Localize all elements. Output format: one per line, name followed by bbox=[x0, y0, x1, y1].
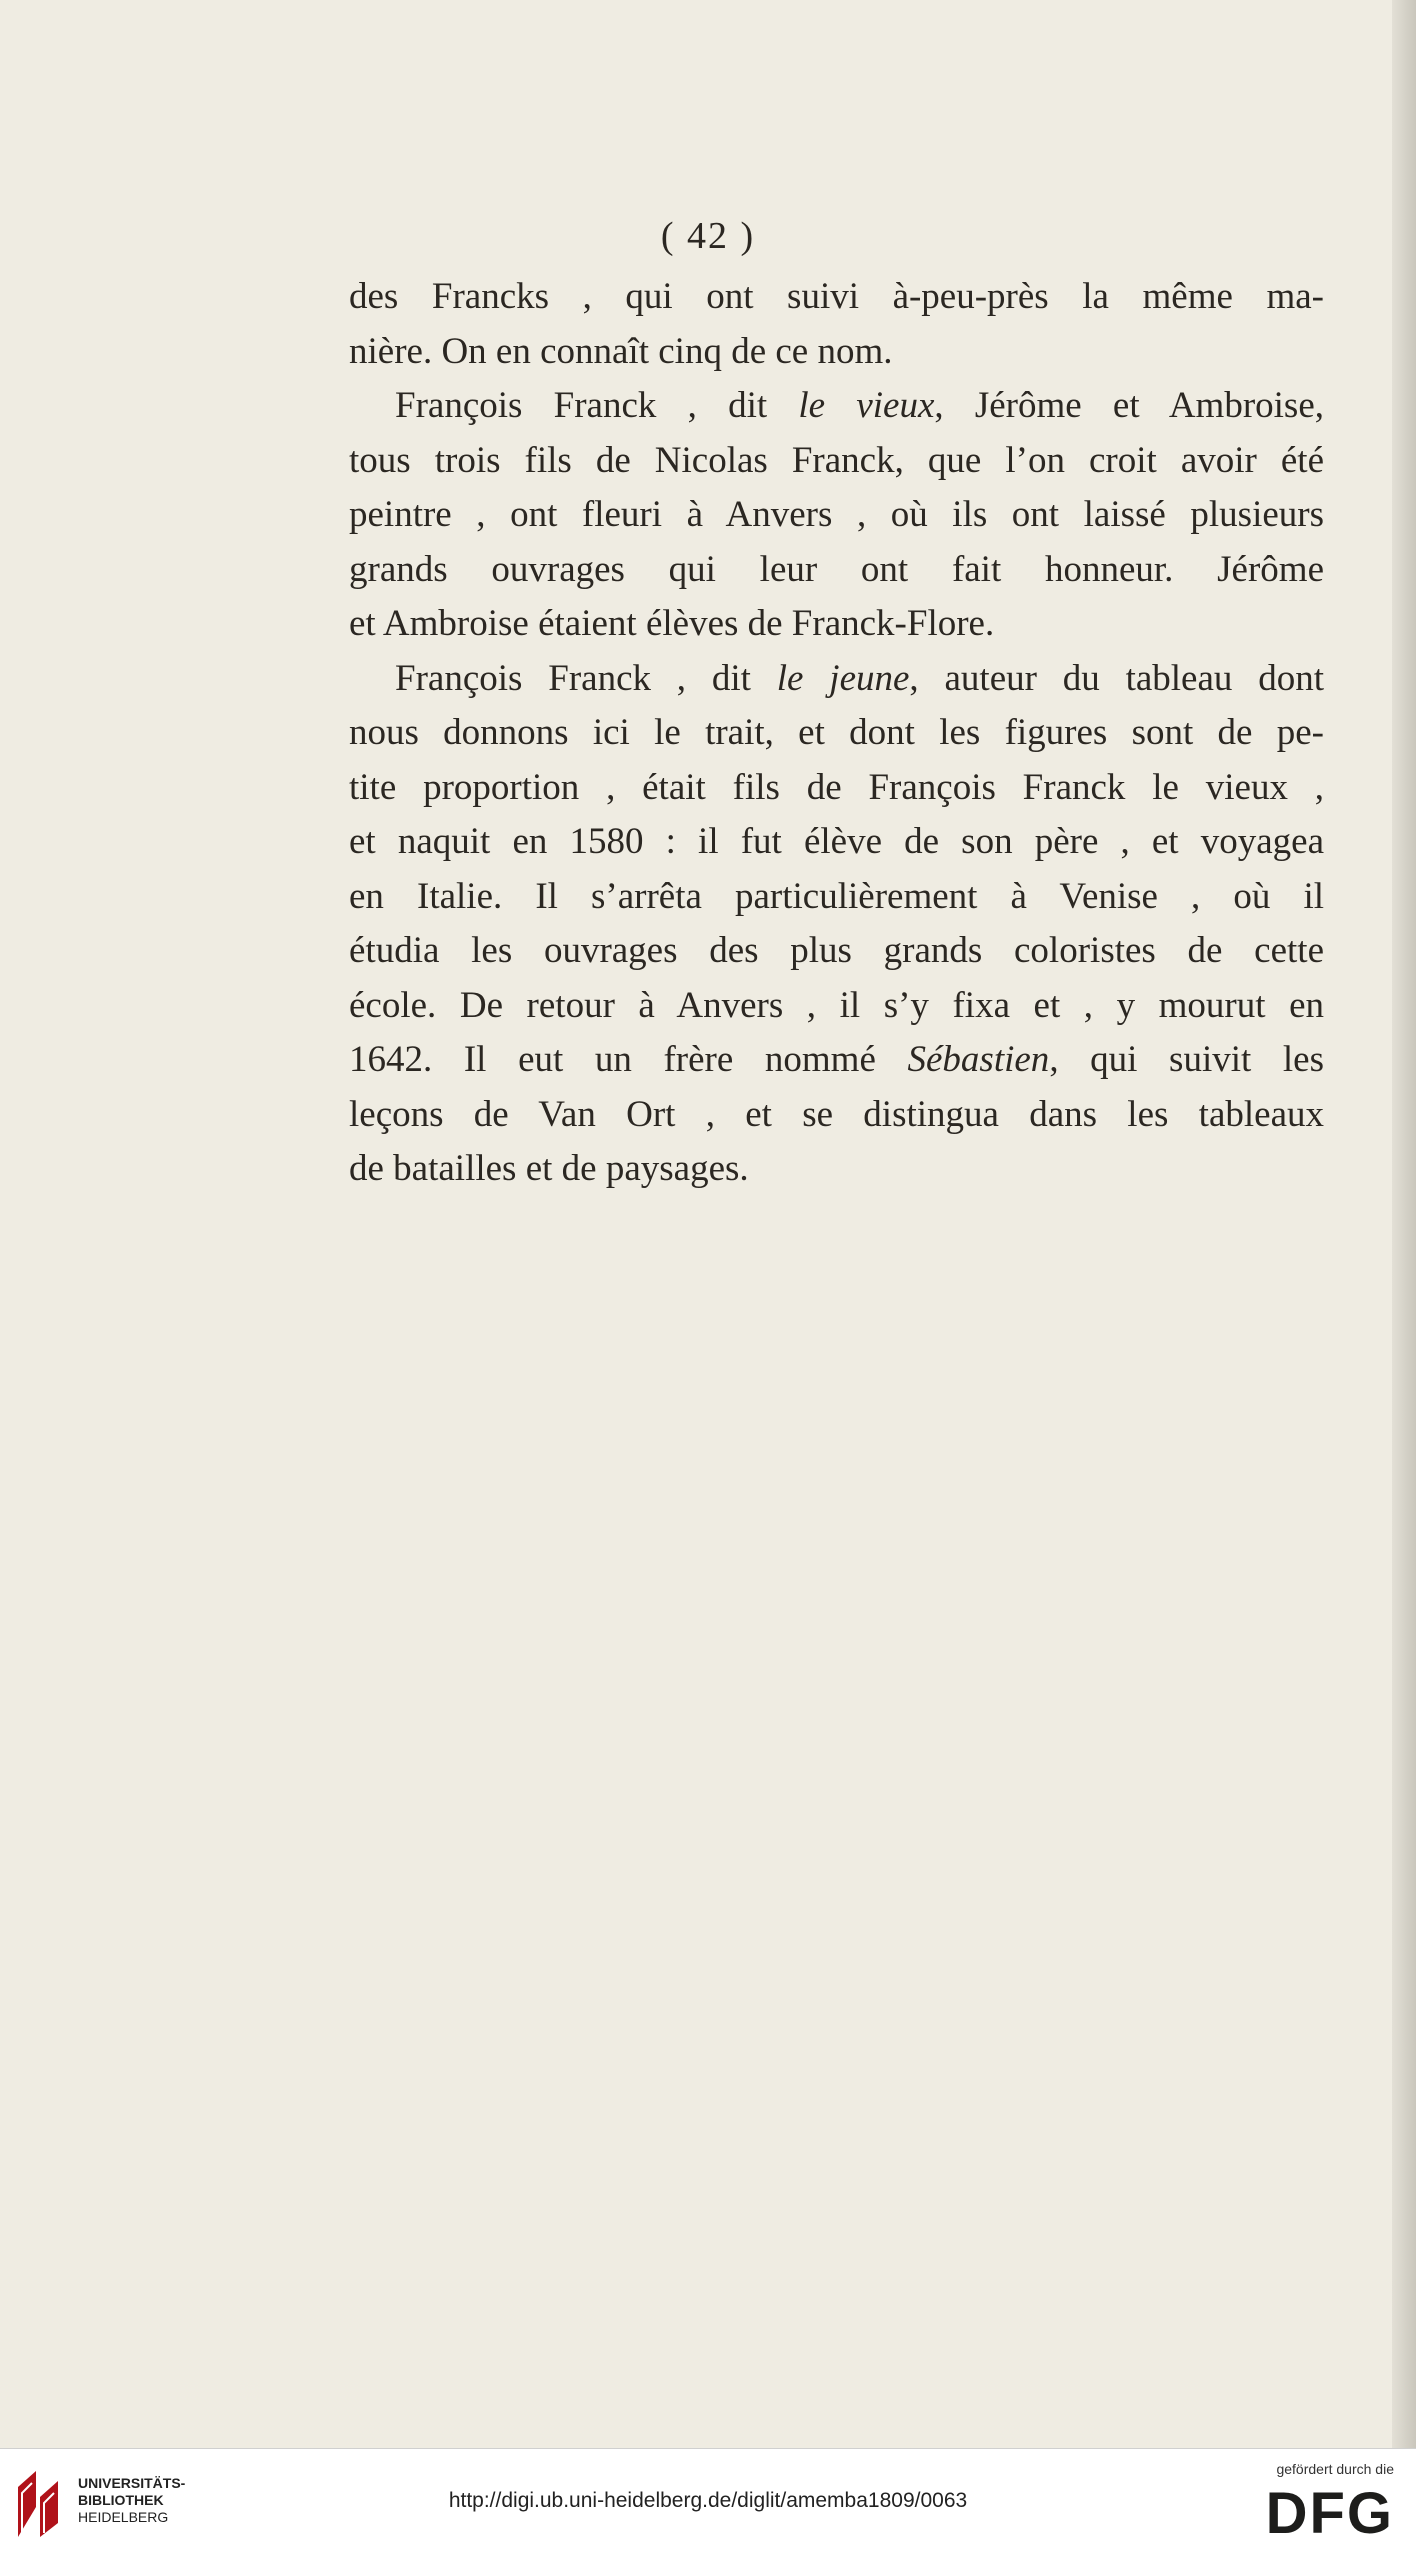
text-line: et naquit en 1580 : il fut élève de son père , et voyagea bbox=[349, 821, 1324, 862]
dfg-logo[interactable]: DFG bbox=[1265, 2481, 1394, 2546]
text-line: étudia les ouvrages des plus grands coloristes de cette bbox=[349, 930, 1324, 971]
page-number: ( 42 ) bbox=[660, 215, 756, 257]
text-line: école. De retour à Anvers , il s’y fixa et , y mourut en bbox=[349, 984, 1324, 1026]
line-text: , Jérôme et Ambroise, bbox=[934, 385, 1324, 426]
text-line: de batailles et de paysages. bbox=[349, 1148, 749, 1189]
paragraph-3 bbox=[349, 652, 1324, 1197]
paragraph-1 bbox=[349, 270, 1324, 379]
italic-text: Sébastien bbox=[907, 1039, 1050, 1080]
line-text: François Franck , dit bbox=[395, 657, 777, 699]
line-text: , auteur du tableau dont bbox=[909, 657, 1325, 699]
italic-text: le vieux bbox=[798, 385, 935, 426]
library-line: UNIVERSITÄTS- bbox=[78, 2475, 186, 2491]
text-line: nous donnons ici le trait, et dont les figures sont de pe- bbox=[349, 712, 1324, 753]
text-line: grands ouvrages qui leur ont fait honneur. Jérôme bbox=[349, 548, 1324, 590]
page-edge bbox=[1392, 0, 1416, 2448]
text-line: leçons de Van Ort , et se distingua dans les tableaux bbox=[349, 1093, 1324, 1135]
text-line: tous trois fils de Nicolas Franck, que l’on croit avoir été bbox=[349, 439, 1324, 481]
line-text: 1642. Il eut un frère nommé bbox=[349, 1039, 908, 1080]
line-text: , qui suivit les bbox=[1049, 1039, 1325, 1080]
text-line: des Francks , qui ont suivi à-peu-près la même ma- bbox=[349, 276, 1324, 317]
library-line: BIBLIOTHEK bbox=[78, 2492, 164, 2508]
text-line: nière. On en connaît cinq de ce nom. bbox=[349, 330, 893, 372]
line-text: François Franck , dit bbox=[395, 385, 799, 426]
text-line: tite proportion , était fils de François Franck le vieux , bbox=[349, 766, 1324, 808]
footer-bar bbox=[0, 2448, 1416, 2555]
body-text bbox=[349, 270, 1324, 1197]
permalink-url[interactable]: http://digi.ub.uni-heidelberg.de/diglit/amemba1809/0063 bbox=[448, 2489, 968, 2512]
text-line bbox=[349, 379, 1324, 434]
paragraph-2 bbox=[349, 379, 1324, 652]
text-line: et Ambroise étaient élèves de Franck-Flore. bbox=[349, 603, 995, 644]
italic-text: le jeune bbox=[776, 657, 910, 699]
text-line: peintre , ont fleuri à Anvers , où ils ont laissé plusieurs bbox=[349, 494, 1324, 535]
sponsor-caption: gefördert durch die bbox=[1276, 2461, 1394, 2477]
text-line bbox=[349, 652, 1324, 707]
text-line bbox=[349, 1033, 1324, 1088]
library-line: HEIDELBERG bbox=[78, 2509, 169, 2525]
text-line: en Italie. Il s’arrêta particulièrement à Venise , où il bbox=[349, 875, 1324, 917]
